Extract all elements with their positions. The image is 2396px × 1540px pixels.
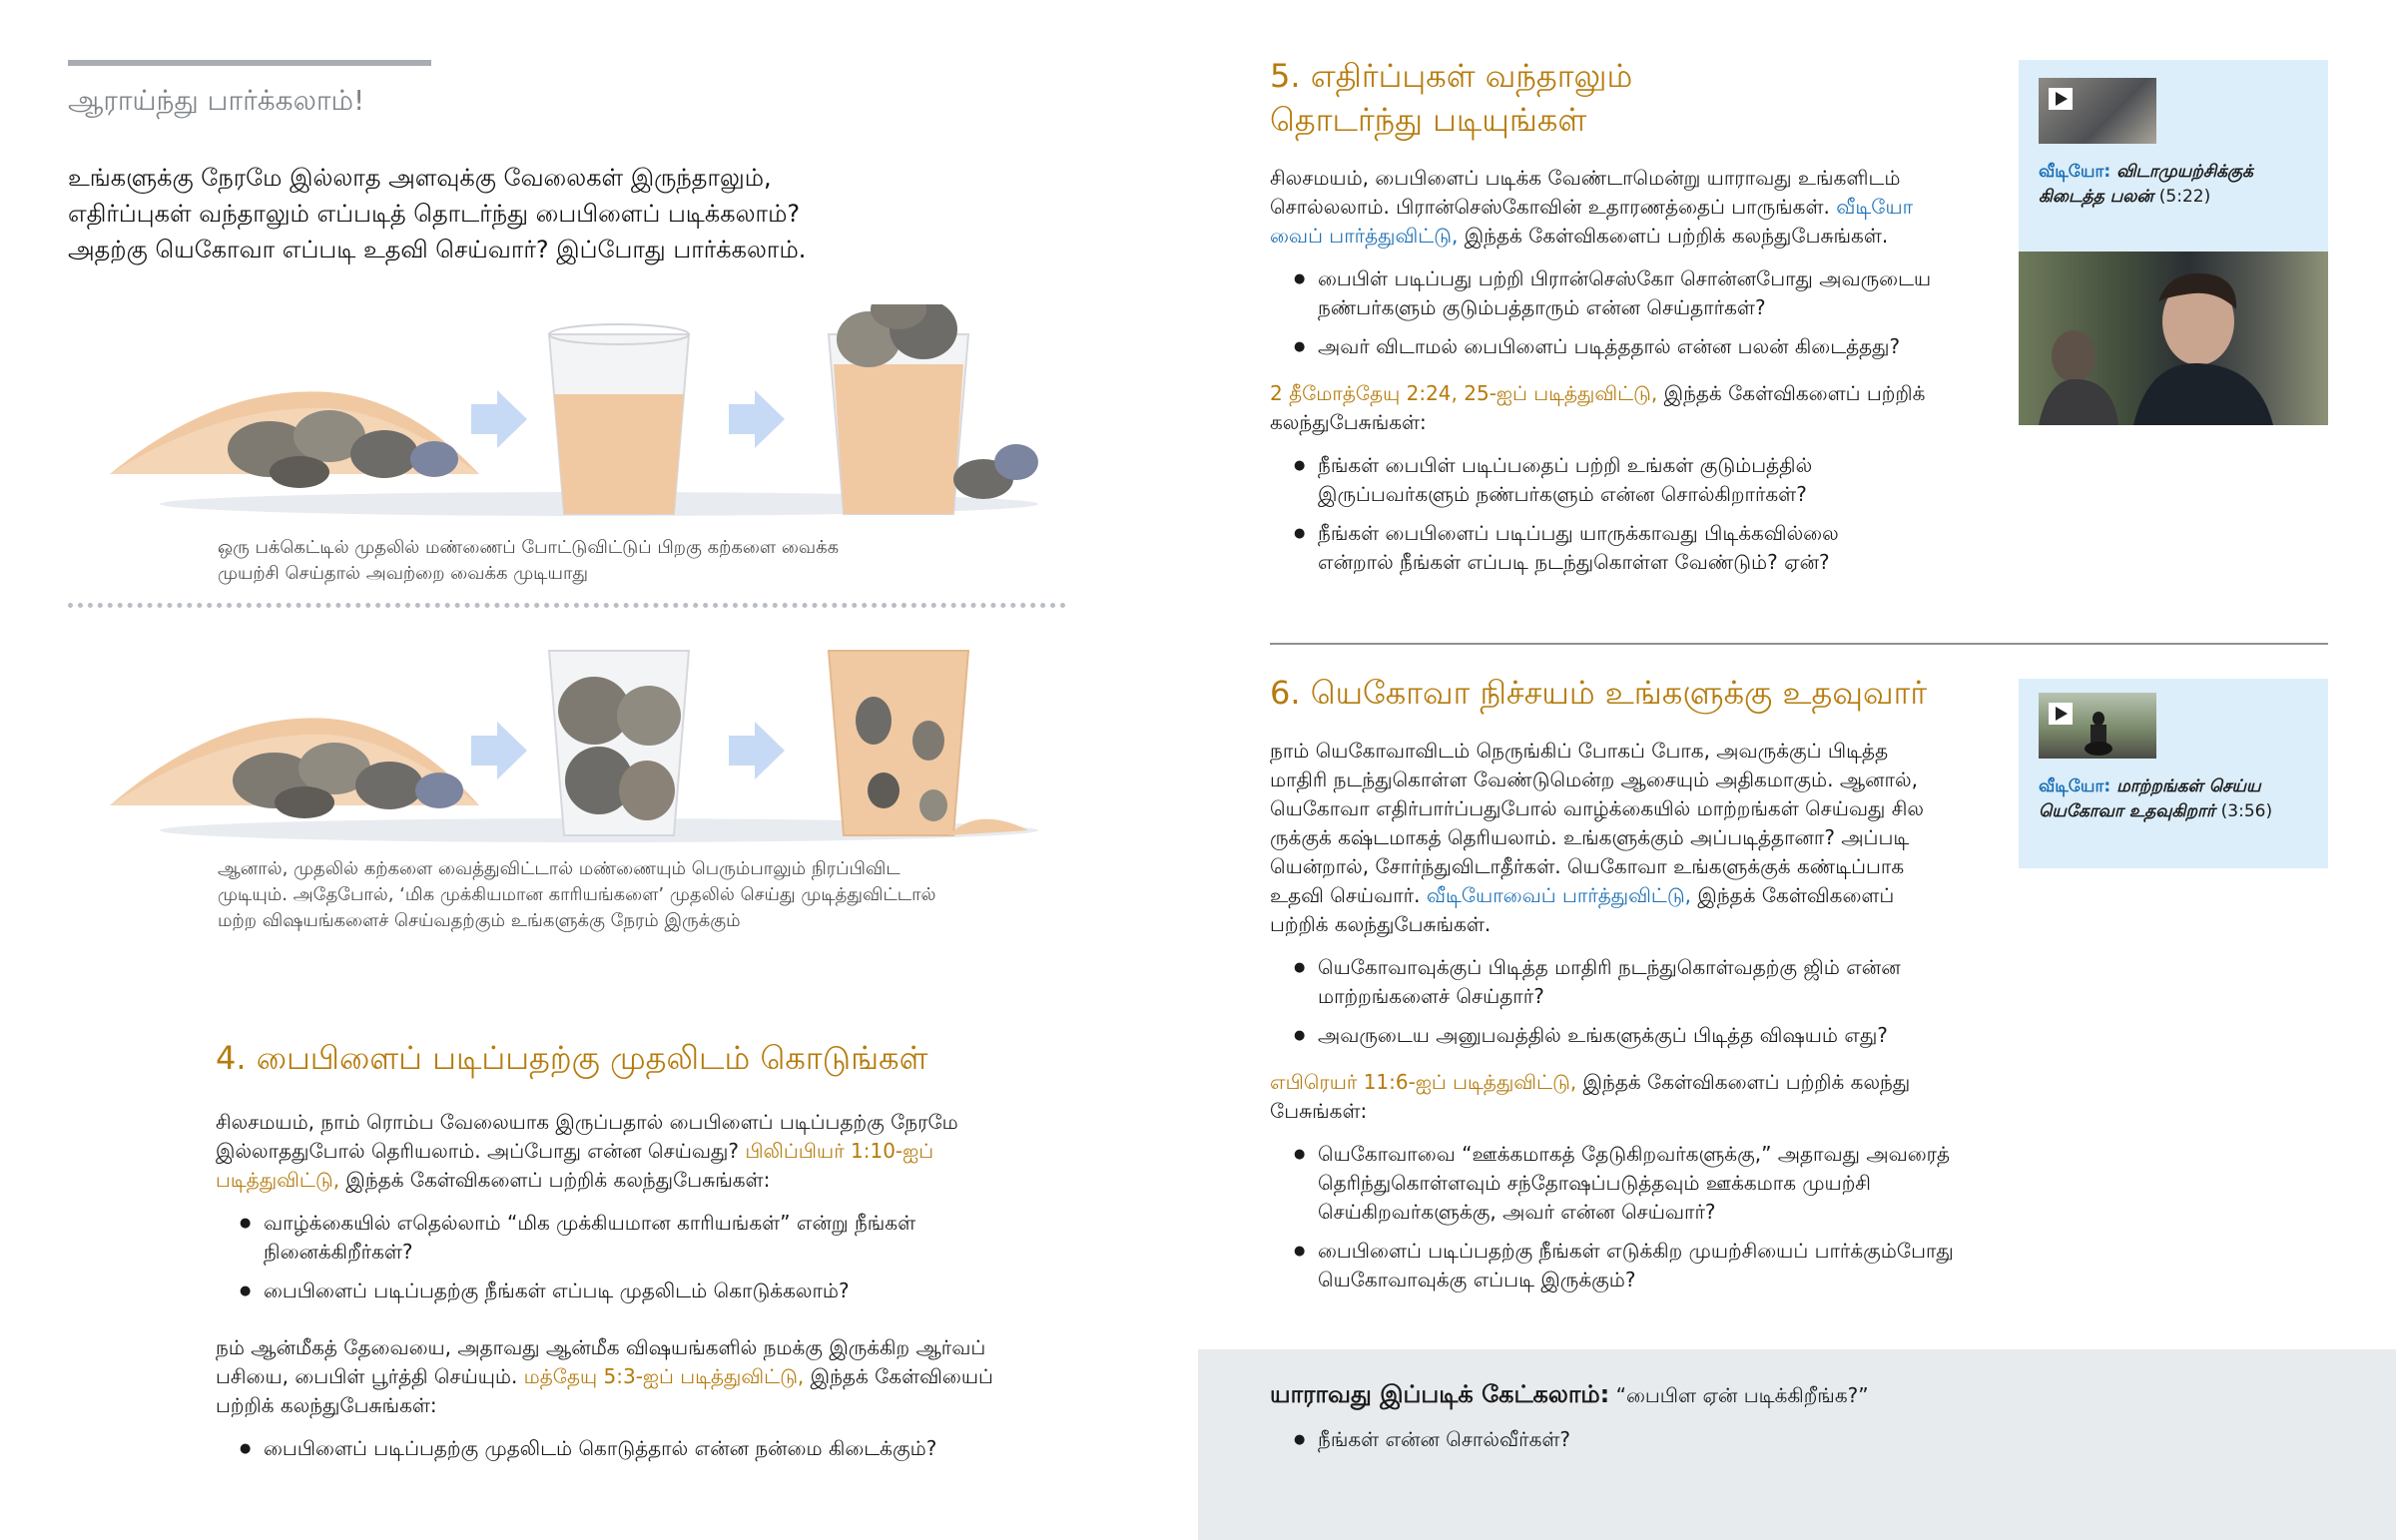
section-6-paragraph-2 (1270, 1068, 2009, 1126)
illustration-rocks-first (100, 631, 1068, 850)
question-item: ● பைபிள் படிப்பது பற்றி பிரான்செஸ்கோ சொன்னபோது அவருடைய நண்பர்களும் குடும்பத்தாரும் என்ன செய்தார்கள்? (1270, 264, 1977, 322)
video-title-text: மாற்றங்கள் செய்ய (2116, 776, 2261, 796)
question-item: ● அவர் விடாமல் பைபிளைப் படித்ததால் என்ன பலன் கிடைத்தது? (1270, 332, 1989, 361)
section-4-paragraph-2 (216, 1333, 1064, 1420)
question-item: ● அவருடைய அனுபவத்தில் உங்களுக்குப் பிடித்த விஷயம் எது? (1270, 1021, 2009, 1050)
section-5-paragraph-1 (1270, 164, 1989, 251)
text: கலந்துபேசுங்கள்: (1270, 410, 1427, 434)
section-6 (1270, 671, 2009, 1304)
text: மாதிரி நடந்துகொள்ள வேண்டுமென்ற ஆசையும் அதிகமாகும். ஆனால், (1270, 768, 1918, 791)
caption-line: ஆனால், முதலில் கற்களை வைத்துவிட்டால் மண்ணையும் பெரும்பாலும் நிரப்பிவிட (218, 858, 900, 879)
text: சிலசமயம், பைபிளைப் படிக்க வேண்டாமென்று யாராவது உங்களிடம் (1270, 166, 1901, 190)
video-title[interactable] (2039, 774, 2323, 824)
caption-line: முடியும். அதேபோல், ‘மிக முக்கியமான காரியங்களை’ முதலில் செய்து முடித்துவிட்டால் (218, 884, 936, 905)
text: உதவி செய்வார். (1270, 883, 1427, 907)
video-still-image (2019, 252, 2328, 425)
section-4-paragraph-1 (216, 1108, 1064, 1195)
play-icon[interactable] (2049, 703, 2073, 725)
intro-line: உங்களுக்கு நேரமே இல்லாத அளவுக்கு வேலைகள் இருந்தாலும், (68, 164, 772, 192)
video-link-francesco[interactable]: வீடியோ (1836, 195, 1914, 219)
section-5-questions-1 (1270, 264, 1989, 361)
section-5-questions-2 (1270, 451, 1989, 577)
section-5-title: 5. எதிர்ப்புகள் வந்தாலும் தொடர்ந்து படியுங்கள் (1270, 57, 1633, 139)
question-item: ● நீங்கள் பைபிள் படிப்பதைப் பற்றி உங்கள் குடும்பத்தில் இருப்பவர்களும் நண்பர்களும் என்ன சொல்கிறார்கள்? (1270, 451, 1917, 509)
video-link-francesco-cont[interactable]: வைப் பார்த்துவிட்டு, (1270, 224, 1459, 248)
text: இந்தக் கேள்விகளைப் பற்றிக் கலந்து (1576, 1070, 1911, 1094)
section-divider (1270, 643, 2328, 645)
text: இந்தக் கேள்வியைப் (804, 1364, 993, 1388)
text: இந்தக் கேள்விகளைப் பற்றிக் கலந்துபேசுங்கள். (1458, 224, 1889, 248)
video-title[interactable] (2039, 160, 2318, 210)
scripture-link-philippians-cont[interactable]: படித்துவிட்டு, (216, 1168, 340, 1192)
section-4-questions-1 (216, 1209, 1064, 1305)
text: இந்தக் கேள்விகளைப் பற்றிக் (1657, 381, 1926, 405)
text: சொல்லலாம். பிரான்செஸ்கோவின் உதாரணத்தைப் பாருங்கள். (1270, 195, 1837, 219)
question-item: ● யெகோவாவை “ஊக்கமாகத் தேடுகிறவர்களுக்கு,” அதாவது அவரைத் தெரிந்துகொள்ளவும் சந்தோஷப்படுத்தவும் ஊக்கமாக முயற்சி செய்கிறவர்களுக்கு, அவர் என்ன செய்வார்? (1270, 1140, 2007, 1227)
text: இல்லாததுபோல் தெரியலாம். அப்போது என்ன செய்வது? (216, 1139, 746, 1163)
scripture-link-matthew[interactable]: மத்தேயு 5:3-ஐப் படித்துவிட்டு, (523, 1364, 805, 1388)
text: யெகோவா எதிர்பார்ப்பதுபோல் வாழ்க்கையில் மாற்றங்கள் செய்வது சில (1270, 796, 1924, 820)
section-6-questions-1 (1270, 953, 2009, 1050)
video-label: வீடியோ: (2039, 162, 2111, 182)
text: பற்றிக் கலந்துபேசுங்கள். (1270, 912, 1492, 936)
section-4 (216, 1036, 1064, 1473)
text: இந்தக் கேள்விகளைப் பற்றிக் கலந்துபேசுங்கள்: (339, 1168, 771, 1192)
question-item: ● பைபிளைப் படிப்பதற்கு நீங்கள் எடுக்கிற முயற்சியைப் பார்க்கும்போது யெகோவாவுக்கு எப்படி இருக்கும்? (1270, 1237, 2007, 1294)
header-rule (68, 60, 431, 66)
play-icon[interactable] (2049, 88, 2073, 110)
intro-text (68, 160, 966, 267)
text: யென்றால், சோர்ந்துவிடாதீர்கள். யெகோவா உங்களுக்குக் கண்டிப்பாக (1270, 854, 1905, 878)
text: இந்தக் கேள்விகளைப் (1691, 883, 1895, 907)
question-item: ● நீங்கள் என்ன சொல்வீர்கள்? (1270, 1425, 1570, 1454)
ask-text (1270, 1377, 1869, 1412)
question-item: ● பைபிளைப் படிப்பதற்கு முதலிடம் கொடுத்தால் என்ன நன்மை கிடைக்கும்? (216, 1434, 1064, 1463)
caption-line: மற்ற விஷயங்களைச் செய்வதற்கும் உங்களுக்கு நேரம் இருக்கும் (218, 910, 741, 931)
video-title-text: விடாமுயற்சிக்குக் (2116, 162, 2253, 182)
video-label: வீடியோ: (2039, 776, 2111, 796)
ask-label: யாராவது இப்படிக் கேட்கலாம்: (1270, 1380, 1610, 1408)
section-5-paragraph-2 (1270, 379, 1989, 437)
question-item: ● நீங்கள் பைபிளைப் படிப்பது யாருக்காவது பிடிக்கவில்லை என்றால் நீங்கள் எப்படி நடந்துகொள்ள வேண்டும்? ஏன்? (1270, 519, 1917, 577)
section-6-paragraph-1 (1270, 737, 2009, 939)
video-title-text: யெகோவா உதவுகிறார் (2039, 801, 2215, 821)
video-box-jim[interactable] (2019, 679, 2328, 868)
text: நம் ஆன்மீகத் தேவையை, அதாவது ஆன்மீக விஷயங்களில் நமக்கு இருக்கிற ஆர்வப் (216, 1335, 986, 1359)
video-box-francesco[interactable] (2019, 60, 2328, 425)
illustration-sand-first (100, 304, 1068, 524)
text: பசியை, பைபிள் பூர்த்தி செய்யும். (216, 1364, 524, 1388)
question-item: ● யெகோவாவுக்குப் பிடித்த மாதிரி நடந்துகொள்வதற்கு ஜிம் என்ன மாற்றங்களைச் செய்தார்? (1270, 953, 1957, 1011)
text: நாம் யெகோவாவிடம் நெருங்கிப் போகப் போக, அவருக்குப் பிடித்த (1270, 739, 1889, 763)
video-thumbnail[interactable] (2039, 693, 2156, 759)
section-4-title: 4. பைபிளைப் படிப்பதற்கு முதலிடம் கொடுங்கள் (216, 1039, 928, 1077)
scripture-link-2-timothy[interactable]: 2 தீமோத்தேயு 2:24, 25-ஐப் படித்துவிட்டு, (1270, 381, 1658, 405)
video-duration: (3:56) (2220, 801, 2273, 821)
scripture-link-hebrews[interactable]: எபிரெயர் 11:6-ஐப் படித்துவிட்டு, (1270, 1070, 1577, 1094)
video-duration: (5:22) (2158, 187, 2211, 207)
scripture-link-philippians[interactable]: பிலிப்பியர் 1:10-ஐப் (745, 1139, 934, 1163)
text: சிலசமயம், நாம் ரொம்ப வேலையாக இருப்பதால் பைபிளைப் படிப்பதற்கு நேரமே (216, 1110, 958, 1134)
intro-line: எதிர்ப்புகள் வந்தாலும் எப்படித் தொடர்ந்து பைபிளைப் படிக்கலாம்? (68, 200, 801, 228)
caption-line: ஒரு பக்கெட்டில் முதலில் மண்ணைப் போட்டுவிட்டுப் பிறகு கற்களை வைக்க (218, 537, 840, 558)
ask-quote: “பைபிள ஏன் படிக்கிறீங்க?” (1609, 1383, 1869, 1407)
caption-rocks-first (218, 856, 1056, 934)
video-thumbnail[interactable] (2039, 78, 2156, 144)
intro-line: அதற்கு யெகோவா எப்படி உதவி செய்வார்? இப்போது பார்க்கலாம். (68, 236, 807, 263)
video-title-text: கிடைத்த பலன் (2039, 187, 2153, 207)
ask-box (1198, 1349, 2396, 1540)
text: ருக்குக் கஷ்டமாகத் தெரியலாம். உங்களுக்கும் அப்படித்தானா? அப்படி (1270, 825, 1910, 849)
text: பேசுங்கள்: (1270, 1099, 1368, 1123)
question-item: ● வாழ்க்கையில் எதெல்லாம் “மிக முக்கியமான காரியங்கள்” என்று நீங்கள் நினைக்கிறீர்கள்? (216, 1209, 982, 1267)
dotted-divider (68, 603, 1066, 608)
caption-line: முயற்சி செய்தால் அவற்றை வைக்க முடியாது (218, 563, 588, 584)
text: பற்றிக் கலந்துபேசுங்கள்: (216, 1393, 437, 1417)
section-6-title: 6. யெகோவா நிச்சயம் உங்களுக்கு உதவுவார் (1270, 674, 1928, 712)
section-4-questions-2 (216, 1434, 1064, 1463)
question-item: ● பைபிளைப் படிப்பதற்கு நீங்கள் எப்படி முதலிடம் கொடுக்கலாம்? (216, 1277, 1064, 1305)
section-6-questions-2 (1270, 1140, 2009, 1294)
section-5 (1270, 54, 1989, 587)
caption-sand-first (218, 535, 1036, 587)
video-link-jim[interactable]: வீடியோவைப் பார்த்துவிட்டு, (1426, 883, 1692, 907)
ask-questions (1270, 1425, 1570, 1464)
header-label: ஆராய்ந்து பார்க்கலாம்! (68, 84, 365, 117)
